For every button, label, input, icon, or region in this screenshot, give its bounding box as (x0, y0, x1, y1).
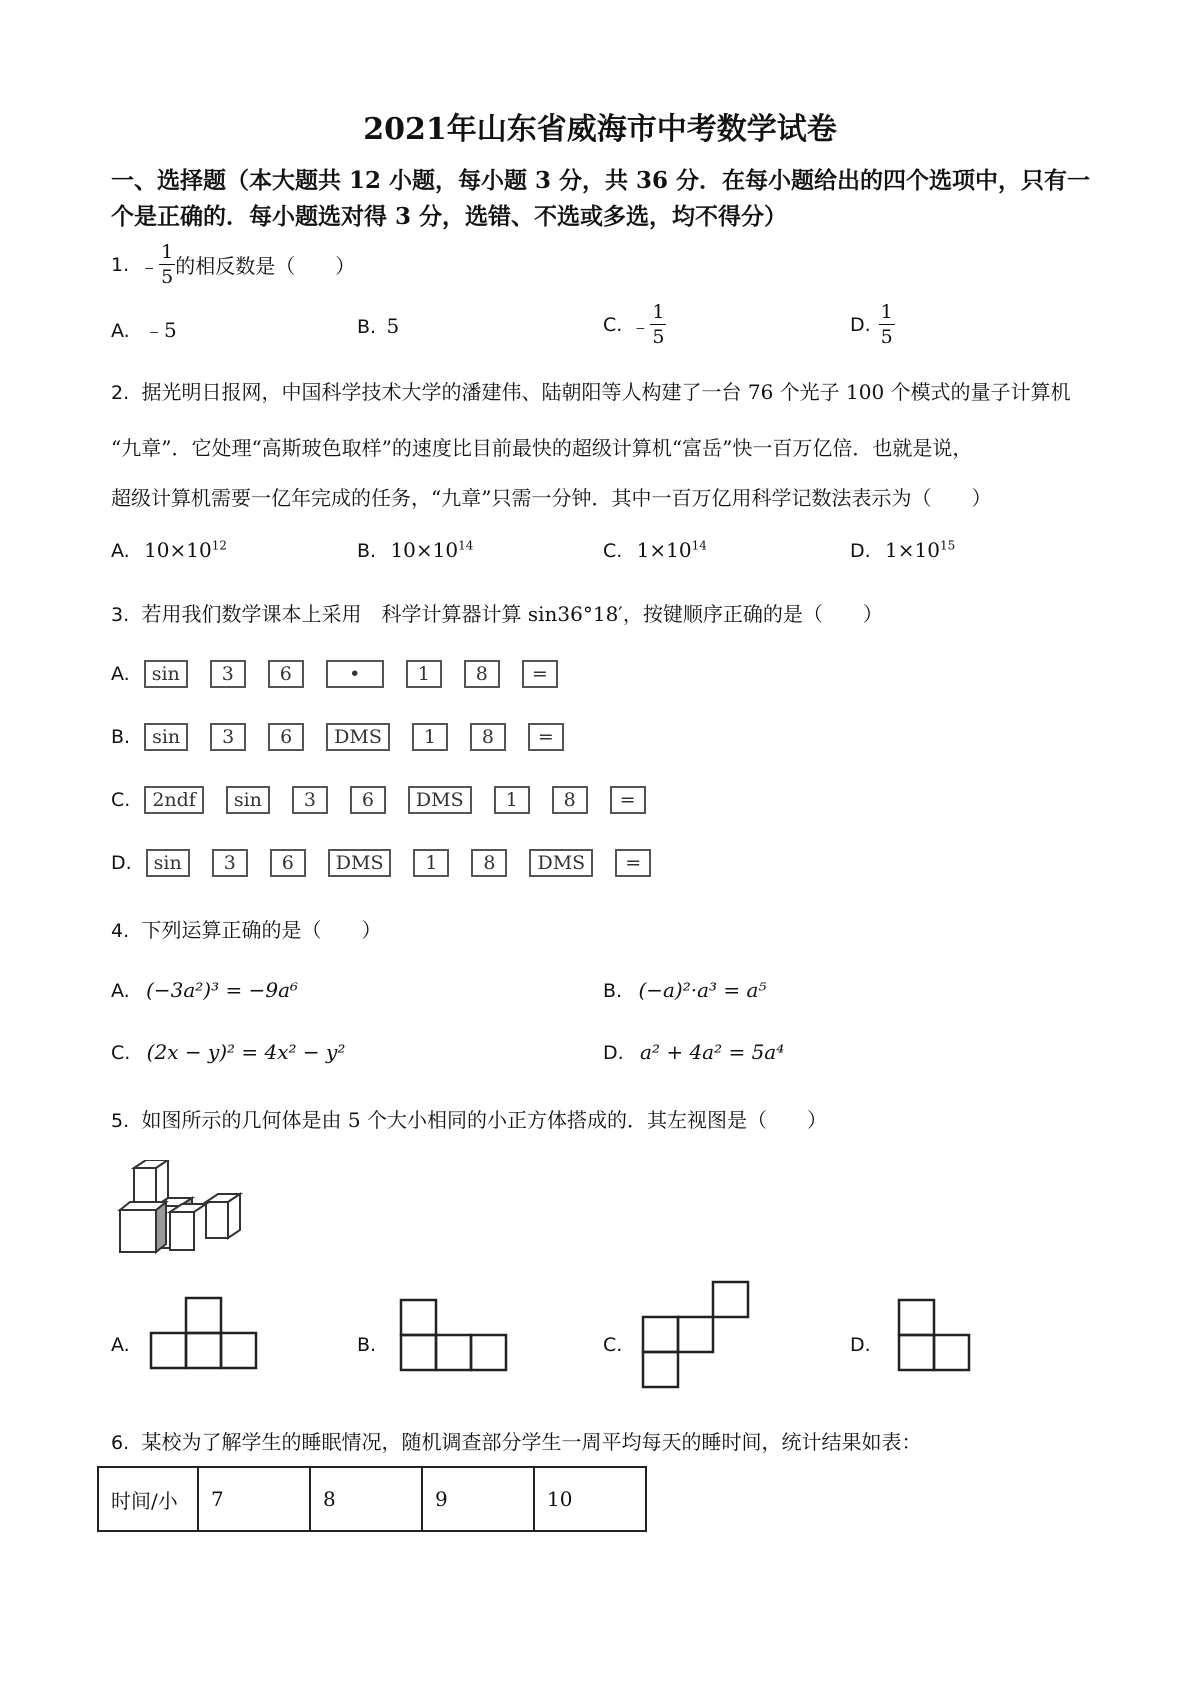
table-cell: 8 (310, 1467, 422, 1531)
option-expression: (−a)²·a³ = a⁵ (638, 978, 767, 1002)
option-label: B. (603, 980, 623, 1002)
table-cell: 10 (534, 1467, 646, 1531)
fraction-numerator: 1 (652, 301, 665, 323)
table-cell: 9 (422, 1467, 534, 1531)
question-2-line1 (111, 376, 1071, 405)
question-text: 某校为了解学生的睡眠情况，随机调查部分学生一周平均每天的睡时间，统计结果如表： (141, 1430, 922, 1454)
question-text: 据光明日报网，中国科学技术大学的潘建伟、陆朝阳等人构建了一台 76 个光子 100 个模式的量子计算机 (141, 380, 1071, 404)
calculator-key: sin (146, 849, 190, 877)
calculator-key: 8 (471, 849, 507, 877)
calculator-key: • (326, 660, 384, 688)
calculator-key: 6 (270, 849, 306, 877)
section-header-line2: 个是正确的．每小题选对得 3 分，选错、不选或多选，均不得分） (111, 203, 788, 230)
question-5 (111, 1104, 827, 1133)
fraction (879, 300, 895, 349)
calculator-key: DMS (408, 786, 472, 814)
q5-option-d-label[interactable]: D. (850, 1334, 871, 1356)
question-number: 3. (111, 604, 130, 626)
option-label: B. (111, 726, 131, 748)
q5-option-b-label[interactable]: B. (357, 1334, 377, 1356)
table-cell: 7 (198, 1467, 310, 1531)
question-number: 5. (111, 1110, 130, 1132)
calculator-key: sin (144, 660, 188, 688)
q3-option-a[interactable] (111, 660, 580, 688)
q4-option-a[interactable] (111, 978, 298, 1002)
q3-option-b[interactable] (111, 723, 586, 751)
calculator-key: = (610, 786, 646, 814)
option-label: C. (603, 540, 623, 562)
calculator-key: 1 (412, 723, 448, 751)
option-label: A. (111, 540, 130, 562)
option-label: D. (111, 852, 132, 874)
question-6 (111, 1426, 922, 1455)
calculator-key: 3 (292, 786, 328, 814)
option-label: C. (111, 789, 131, 811)
calculator-key: 3 (210, 723, 246, 751)
calculator-key: = (615, 849, 651, 877)
option-expression: (−3a²)³ = −9a⁶ (146, 978, 299, 1002)
calculator-key: 6 (268, 723, 304, 751)
option-label: C. (111, 1042, 131, 1064)
fraction (159, 240, 175, 289)
q1-option-c[interactable] (603, 300, 666, 349)
option-expression: (2x − y)² = 4x² − y² (146, 1040, 346, 1064)
option-exponent: 14 (691, 538, 707, 553)
q2-option-a[interactable] (111, 538, 227, 562)
sleep-table (97, 1466, 647, 1532)
fraction-denominator: 5 (161, 266, 174, 288)
option-base: 10×10 (144, 538, 212, 562)
option-base: 1×10 (636, 538, 692, 562)
option-label: D. (850, 313, 871, 336)
calculator-key: DMS (328, 849, 392, 877)
q5-option-a-figure[interactable] (149, 1296, 259, 1372)
calculator-key: = (522, 660, 558, 688)
q4-option-d[interactable] (603, 1040, 784, 1064)
option-exponent: 15 (939, 538, 956, 553)
q5-option-c-figure[interactable] (641, 1280, 753, 1392)
minus-sign: ﹣ (139, 254, 160, 278)
option-label: D. (603, 1042, 624, 1064)
question-number: 1. (111, 253, 130, 276)
question-1 (111, 240, 355, 289)
question-2-line2: “九章”．它处理“高斯玻色取样”的速度比目前最快的超级计算机“富岳”快一百万亿倍．也就是说， (111, 436, 973, 460)
option-exponent: 14 (458, 538, 474, 553)
option-text: 5 (386, 314, 400, 338)
option-label: A. (111, 663, 130, 685)
q2-option-d[interactable] (850, 538, 955, 562)
option-label: B. (357, 316, 377, 338)
calculator-key: DMS (529, 849, 593, 877)
calculator-key: 8 (552, 786, 588, 814)
question-number: 2. (111, 382, 130, 404)
calculator-key: 6 (350, 786, 386, 814)
option-exponent: 12 (211, 538, 227, 553)
q5-option-b-figure[interactable] (399, 1298, 511, 1374)
fraction-numerator: 1 (161, 241, 174, 263)
q2-option-b[interactable] (357, 538, 473, 562)
question-text: 的相反数是（ ） (175, 254, 356, 278)
calculator-key: 1 (494, 786, 530, 814)
calculator-key: 1 (413, 849, 449, 877)
question-text: 下列运算正确的是（ ） (141, 918, 382, 942)
calculator-key: sin (226, 786, 270, 814)
question-number: 6. (111, 1432, 130, 1454)
fraction-denominator: 5 (880, 326, 893, 348)
calculator-key: DMS (326, 723, 390, 751)
q3-option-d[interactable] (111, 849, 673, 877)
question-text: 若用我们数学课本上采用 科学计算器计算 sin36°18′，按键顺序正确的是（ ） (141, 602, 883, 626)
calculator-key: sin (144, 723, 188, 751)
question-3 (111, 598, 883, 627)
minus-sign: ﹣ (630, 314, 651, 338)
q1-option-b[interactable] (357, 314, 399, 338)
question-2-line3: 超级计算机需要一亿年完成的任务，“九章”只需一分钟．其中一百万亿用科学记数法表示为（ ） (111, 486, 992, 510)
option-label: B. (357, 540, 377, 562)
option-base: 10×10 (390, 538, 459, 562)
calculator-key: 8 (464, 660, 500, 688)
calculator-key: 3 (210, 660, 246, 688)
calculator-key: = (528, 723, 564, 751)
question-text: 如图所示的几何体是由 5 个大小相同的小正方体搭成的．其左视图是（ ） (141, 1108, 827, 1132)
question-number: 4. (111, 920, 130, 942)
section-header-line1: 一、选择题（本大题共 12 小题，每小题 3 分，共 36 分．在每小题给出的四个选项中，只有一 (111, 167, 1091, 194)
q5-option-a-label[interactable]: A. (111, 1334, 130, 1356)
q3-option-c[interactable] (111, 786, 668, 814)
table-row (98, 1467, 646, 1531)
q5-option-d-figure[interactable] (897, 1298, 973, 1374)
option-text: ﹣5 (144, 318, 177, 342)
option-label: C. (603, 313, 623, 336)
calculator-key: 2ndf (144, 786, 204, 814)
question-4 (111, 914, 382, 943)
option-base: 1×10 (885, 538, 940, 562)
calculator-key: 3 (212, 849, 248, 877)
q5-option-c-label[interactable]: C. (603, 1334, 623, 1356)
q4-option-c[interactable] (111, 1040, 345, 1064)
calculator-key: 6 (268, 660, 304, 688)
option-expression: a² + 4a² = 5a⁴ (640, 1040, 785, 1064)
option-label: D. (850, 540, 871, 562)
calculator-key: 1 (406, 660, 442, 688)
q2-option-c[interactable] (603, 538, 707, 562)
q4-option-b[interactable] (603, 978, 766, 1002)
table-header-cell: 时间/小 (98, 1467, 198, 1531)
fraction-numerator: 1 (880, 301, 893, 323)
cube-solid-figure (112, 1160, 262, 1260)
page-title: 2021年山东省威海市中考数学试卷 (363, 112, 837, 147)
fraction-denominator: 5 (652, 326, 665, 348)
option-label: A. (111, 320, 130, 342)
q1-option-a[interactable] (111, 314, 177, 343)
fraction (650, 300, 666, 349)
calculator-key: 8 (470, 723, 506, 751)
option-label: A. (111, 980, 130, 1002)
q1-option-d[interactable] (850, 300, 895, 349)
